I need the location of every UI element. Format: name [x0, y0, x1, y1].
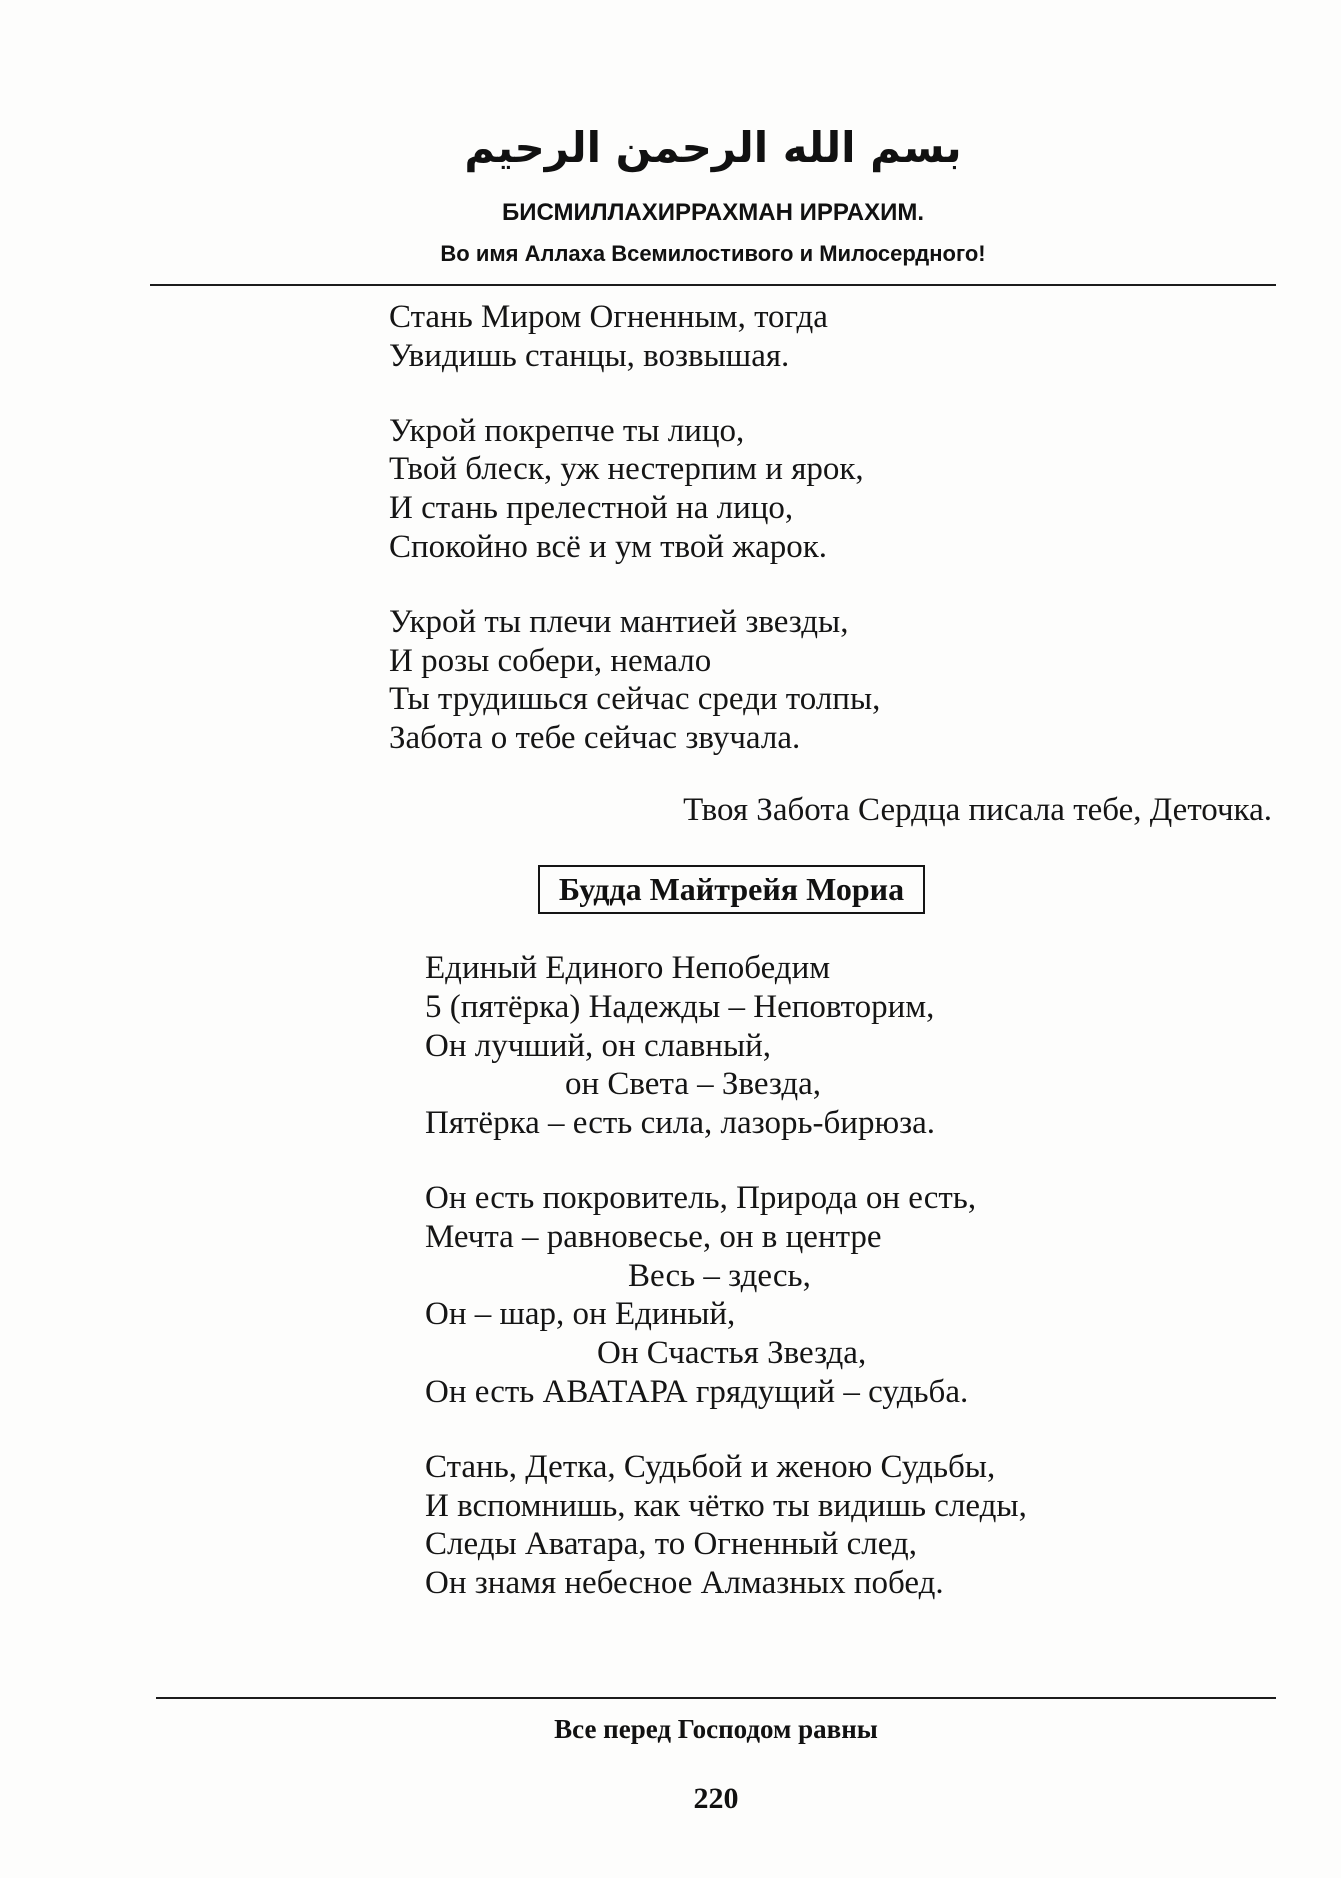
- stanza: [425, 949, 1027, 1143]
- poem-line: Пятёрка – есть сила, лазорь-бирюза.: [425, 1105, 936, 1142]
- stanza: [425, 1448, 1027, 1603]
- poem-line: Единый Единого Непобедим: [425, 950, 831, 986]
- stanza: [389, 298, 880, 376]
- page-number: 220: [693, 1782, 739, 1815]
- stanza: [425, 1179, 1027, 1412]
- poem-line: Он лучший, он славный,: [425, 1027, 772, 1064]
- poem-first: [389, 298, 880, 758]
- poem-line: Укрой покрепче ты лицо,: [389, 412, 745, 449]
- poem-line: Спокойно всё и ум твой жарок.: [389, 528, 828, 565]
- header-title: БИСМИЛЛАХИРРАХМАН ИРРАХИМ.: [501, 199, 924, 226]
- poem-line: он Света – Звезда,: [565, 1066, 822, 1103]
- poem-line: Увидишь станцы, возвышая.: [389, 337, 790, 374]
- header-divider: [150, 284, 1276, 286]
- poem-second: [425, 949, 1027, 1603]
- poem-line: Он Счастья Звезда,: [597, 1335, 867, 1372]
- poem-line: Мечта – равновесье, он в центре: [425, 1218, 882, 1255]
- poem-line: Он – шар, он Единый,: [425, 1296, 736, 1333]
- poem-line: Он есть АВАТАРА грядущий – судьба.: [425, 1373, 969, 1410]
- poem-line: Стань Миром Огненным, тогда: [389, 299, 828, 335]
- poem-line: Твой блеск, уж нестерпим и ярок,: [389, 451, 864, 488]
- header-subtitle: Во имя Аллаха Всемилостивого и Милосердного!: [440, 241, 986, 266]
- running-footer-title: Все перед Господом равны: [554, 1714, 878, 1744]
- poem-line: И вспомнишь, как чётко ты видишь следы,: [425, 1487, 1027, 1524]
- poem-line: И розы собери, немало: [389, 642, 712, 679]
- poem-line: И стань прелестной на лицо,: [389, 490, 794, 527]
- poem-line: Укрой ты плечи мантией звезды,: [389, 603, 849, 640]
- footer-divider: [156, 1697, 1276, 1699]
- stanza: [389, 603, 880, 758]
- poem-line: Весь – здесь,: [628, 1257, 811, 1294]
- poem-line: 5 (пятёрка) Надежды – Неповторим,: [425, 988, 935, 1025]
- bismillah-calligraphy: بسم الله الرحمن الرحيم: [464, 123, 962, 172]
- poem-line: Следы Аватара, то Огненный след,: [425, 1526, 917, 1563]
- poem-line: Он знамя небесное Алмазных побед.: [425, 1565, 944, 1602]
- stanza: [389, 412, 880, 567]
- poem-line: Он есть покровитель, Природа он есть,: [425, 1179, 977, 1216]
- poem-line: Забота о тебе сейчас звучала.: [389, 720, 801, 757]
- poem-line: Ты трудишься сейчас среди толпы,: [389, 681, 881, 718]
- poem-title-box: Будда Майтрейя Мориа: [538, 865, 925, 914]
- poem-signature: Твоя Забота Сердца писала тебе, Деточка.: [683, 792, 1272, 828]
- poem-line: Стань, Детка, Судьбой и женою Судьбы,: [425, 1448, 996, 1485]
